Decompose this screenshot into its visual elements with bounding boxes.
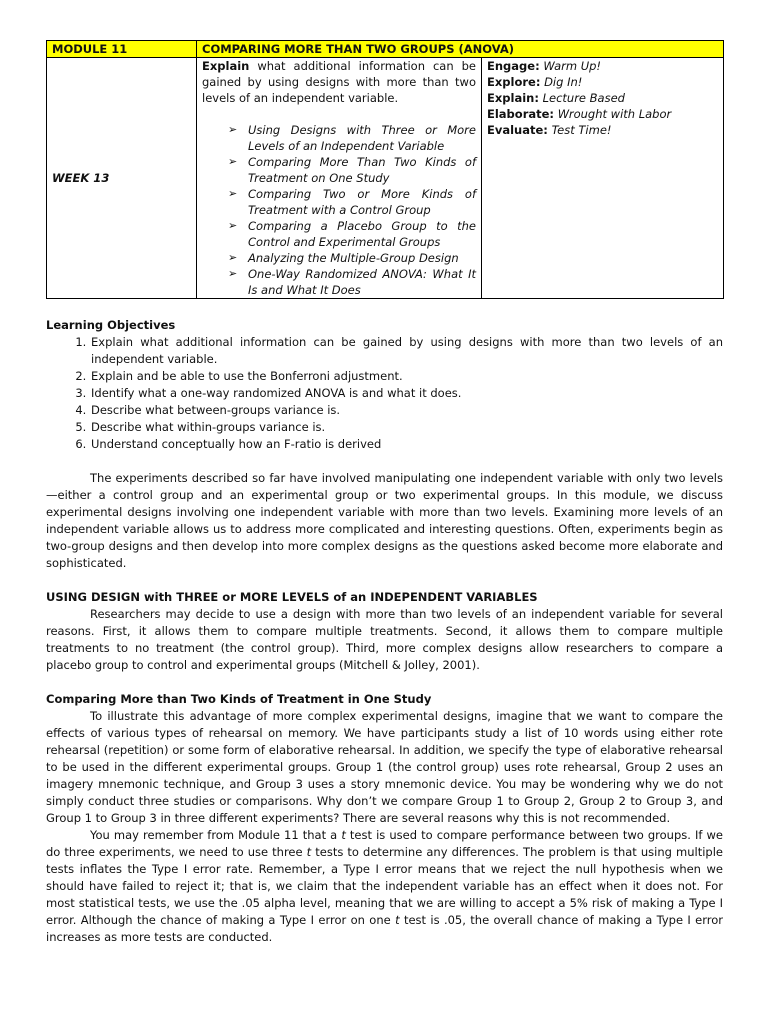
section-paragraph: Researchers may decide to use a design with more than two levels of an independent variable for several reasons. First, it allows them to compare multiple treatments. Second, it allows them to compare multiple treatments to no treatment (the control group). Third, more complex designs allow researchers to compare a placebo group to control and experimental groups (Mitchell & Jolley, 2001).	[46, 607, 723, 672]
module-content-row	[47, 58, 724, 299]
topic-item: ➢ Using Designs with Three or More Levels of an Independent Variable	[228, 123, 476, 153]
module-label: MODULE 11	[47, 41, 197, 58]
section-paragraph: You may remember from Module 11 that a t test is used to compare performance between two groups. If we do three experiments, we need to use three t tests to determine any differences. The problem is that using multiple tests inflates the Type I error rate. Remember, a Type I error means that we reject the null hypothesis when we should have failed to reject it; that is, we claim that the independent variable has an effect when it does not. For most statistical tests, we use the .05 alpha level, meaning that we are willing to accept a 5% risk of making a Type I error. Although the chance of making a Type I error on one t test is .05, the overall chance of making a Type I error increases as more tests are conducted.	[46, 828, 723, 944]
objective-item: 4. Describe what between-groups variance is.	[90, 402, 723, 419]
arrow-bullet-icon: ➢	[228, 219, 238, 232]
stage-explain: Explain: Lecture Based	[487, 91, 625, 105]
module-overview-table	[46, 40, 724, 299]
explain-keyword: Explain	[202, 59, 250, 73]
document-body	[46, 317, 723, 946]
explain-cell	[197, 58, 482, 299]
stage-engage: Engage: Warm Up!	[487, 59, 602, 73]
section-heading-comparing-treatments: Comparing More than Two Kinds of Treatment in One Study	[46, 692, 432, 706]
topic-item: ➢ Analyzing the Multiple-Group Design	[228, 251, 459, 265]
learning-objectives-list	[46, 334, 723, 453]
objective-item: 2. Explain and be able to use the Bonferroni adjustment.	[90, 368, 723, 385]
explain-intro	[202, 58, 476, 106]
arrow-bullet-icon: ➢	[228, 155, 238, 168]
topic-item: ➢ One-Way Randomized ANOVA: What It Is and What It Does	[228, 267, 476, 297]
stage-evaluate: Evaluate: Test Time!	[487, 123, 612, 137]
intro-paragraph: The experiments described so far have involved manipulating one independent variable with only two levels—either a control group and an experimental group or two experimental groups. In this module, we discuss experimental designs involving one independent variable with more than two levels. Examining more levels of an independent variable allows us to address more complicated and interesting questions. Often, experiments begin as two-group designs and then develop into more complex designs as the questions asked become more elaborate and sophisticated.	[46, 471, 723, 570]
objective-item: 3. Identify what a one-way randomized ANOVA is and what it does.	[90, 385, 723, 402]
section-heading-three-levels: USING DESIGN with THREE or MORE LEVELS of an INDEPENDENT VARIABLES	[46, 590, 538, 604]
explain-text: what additional information can be gained by using designs with more than two levels of an independent variable.	[202, 59, 476, 105]
objective-item: 6. Understand conceptually how an F-ratio is derived	[90, 436, 723, 453]
learning-stages-cell	[482, 58, 724, 299]
topic-item: ➢ Comparing Two or More Kinds of Treatment with a Control Group	[228, 187, 476, 217]
stage-explore: Explore: Dig In!	[487, 75, 583, 89]
module-header-row	[47, 41, 724, 58]
arrow-bullet-icon: ➢	[228, 267, 238, 280]
topic-item: ➢ Comparing More Than Two Kinds of Treatment on One Study	[228, 155, 476, 185]
objective-item: 1. Explain what additional information can be gained by using designs with more than two levels of an independent variable.	[90, 334, 723, 368]
arrow-bullet-icon: ➢	[228, 187, 238, 200]
arrow-bullet-icon: ➢	[228, 251, 238, 264]
objective-item: 5. Describe what within-groups variance is.	[90, 419, 723, 436]
learning-objectives-heading: Learning Objectives	[46, 318, 176, 332]
stage-elaborate: Elaborate: Wrought with Labor	[487, 107, 672, 121]
topic-list	[202, 122, 476, 298]
module-title: COMPARING MORE THAN TWO GROUPS (ANOVA)	[197, 41, 724, 58]
arrow-bullet-icon: ➢	[228, 123, 238, 136]
week-label: WEEK 13	[47, 58, 197, 299]
topic-item: ➢ Comparing a Placebo Group to the Control and Experimental Groups	[228, 219, 476, 249]
section-paragraph: To illustrate this advantage of more complex experimental designs, imagine that we want to compare the effects of various types of rehearsal on memory. We have participants study a list of 10 words using either rote rehearsal (repetition) or some form of elaborative rehearsal. In addition, we specify the type of elaborative rehearsal to be used in the different experimental groups. Group 1 (the control group) uses rote rehearsal, Group 2 uses an imagery mnemonic technique, and Group 3 uses a story mnemonic device. You may be wondering why we do not simply conduct three studies or comparisons. Why don’t we compare Group 1 to Group 2, Group 2 to Group 3, and Group 1 to Group 3 in three different experiments? There are several reasons why this is not recommended.	[46, 709, 723, 825]
